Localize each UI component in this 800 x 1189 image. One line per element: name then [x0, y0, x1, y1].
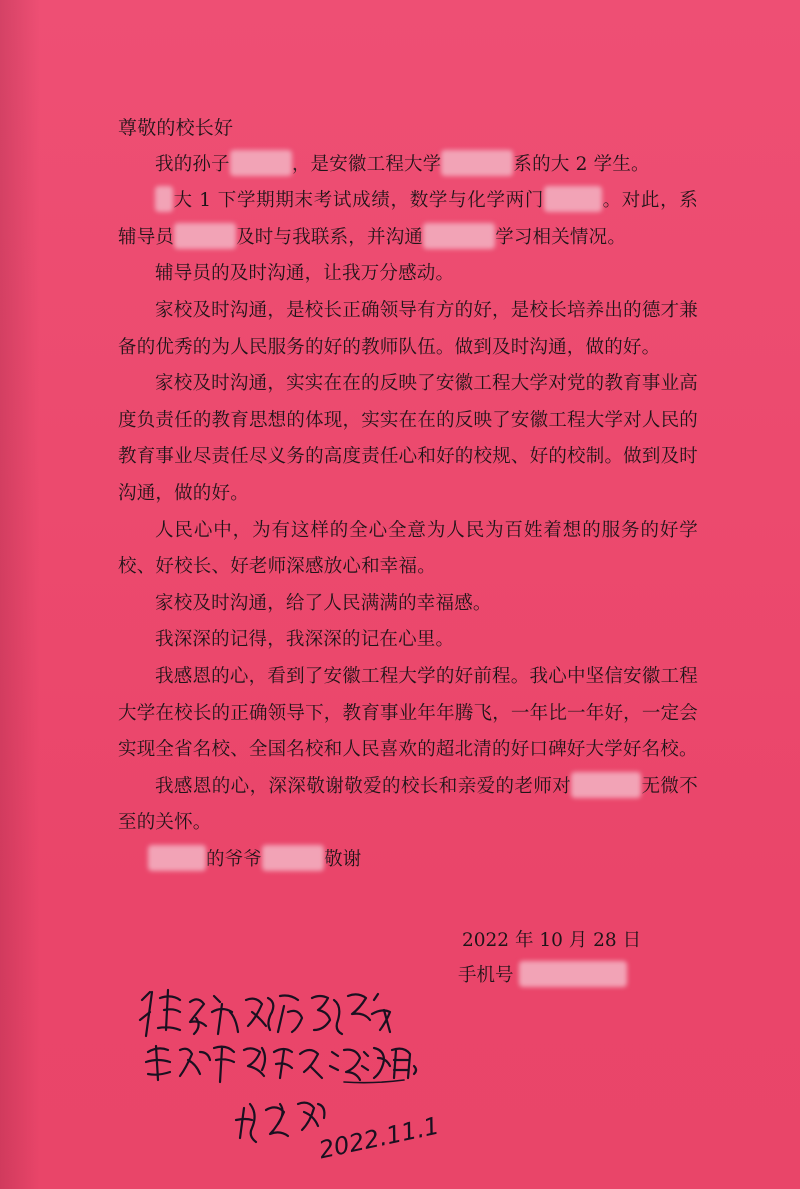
paragraph-1-text-b: ，是安徽工程大学: [291, 153, 442, 175]
paragraph-1-text-a: 我的孙子: [155, 153, 230, 175]
paragraph-1-text-c: 系的大 2 学生。: [513, 153, 650, 175]
paragraph-7: 家校及时沟通，给了人民满满的幸福感。: [155, 592, 492, 614]
paragraph-3: 辅导员的及时沟通，让我万分感动。: [155, 263, 455, 285]
paragraph-2-text-b: 。对此，系辅导员: [118, 190, 698, 248]
handwriting-signature: [236, 1103, 324, 1142]
paragraph-8: 我深深的记得，我深深的记在心里。: [155, 629, 455, 651]
greeting: 尊敬的校长好: [118, 117, 234, 139]
paragraph-2-text-a: 大 1 下学期期末考试成绩，数学与化学两门: [173, 190, 545, 212]
paragraph-5: 家校及时沟通，实实在在的反映了安徽工程大学对党的教育事业高度负责任的教育思想的体现，实实在在的反映了安徽工程大学对人民的教育事业尽责任尽义务的高度责任心和好的校规、好的校制。做到及时沟通，做的好。: [118, 373, 698, 504]
signature-text-a: 的爷爷: [206, 848, 263, 870]
paragraph-9: 我感恩的心，看到了安徽工程大学的好前程。我心中坚信安徽工程大学在校长的正确领导下，教育事业年年腾飞，一年比一年好，一定会实现全省名校、全国名校和人民喜欢的超北清的好口碑好大学好名校。: [118, 665, 698, 761]
handwriting-line-1: [140, 990, 390, 1036]
handwritten-date: 2022.11.1: [316, 1111, 442, 1165]
paragraph-2-text-c: 及时与我联系，并沟通: [236, 226, 424, 248]
paragraph-6: 人民心中，为有这样的全心全意为人民为百姓着想的服务的好学校、好校长、好老师深感放心和幸福。: [118, 519, 698, 578]
signature-text-b: 敬谢: [324, 848, 362, 870]
letter-date: 2022 年 10 月 28 日: [462, 930, 642, 951]
paragraph-4: 家校及时沟通，是校长正确领导有方的好，是校长培养出的德才兼备的优秀的为人民服务的好的教师队伍。做到及时沟通，做的好。: [118, 299, 698, 358]
handwriting-line-2: [146, 1046, 416, 1083]
phone-label: 手机号: [458, 965, 514, 986]
paragraph-10-text-a: 我感恩的心，深深敬谢敬爱的校长和亲爱的老师对: [155, 775, 572, 797]
paragraph-2-text-d: 学习相关情况。: [495, 226, 627, 248]
paragraph-10-text-b: 无微不至的关怀。: [118, 775, 698, 834]
